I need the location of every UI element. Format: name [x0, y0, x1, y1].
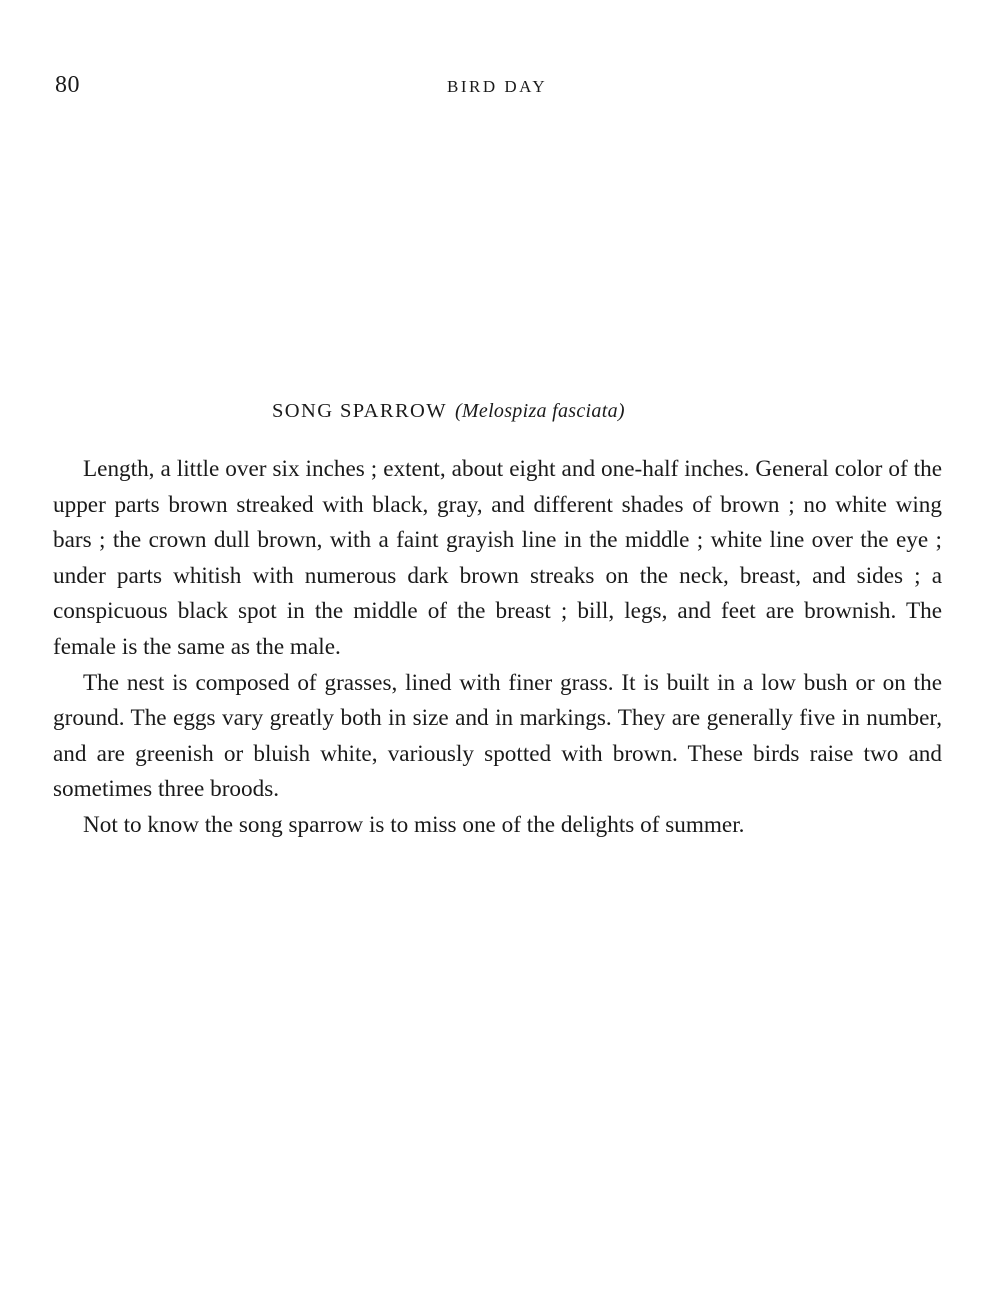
running-title: BIRD DAY: [447, 77, 548, 96]
running-head: [55, 72, 940, 102]
page-number: 80: [55, 72, 80, 98]
section-title: SONG SPARROW: [272, 400, 447, 422]
section-heading: [0, 400, 992, 423]
body-text: [53, 452, 942, 844]
paragraph-nest: The nest is composed of grasses, lined with finer grass. It is built in a low bush or on the ground. The eggs vary greatly both in size and in markings. They are generally five in number, and are greenish or bluish white, variously spotted with brown. These birds raise two and sometimes three broods.: [53, 669, 942, 803]
scientific-name: (Melospiza fasciata): [454, 400, 625, 422]
paragraph-description: Length, a little over six inches ; extent, about eight and one-half inches. General color of the upper parts brown streaked with black, gray, and different shades of brown ; no white wing bars ; the crown dull brown, with a faint grayish line in the middle ; white line over the eye ; under parts whitish with numerous dark brown streaks on the neck, breast, and sides ; a conspicuous black spot in the middle of the breast ; bill, legs, and feet are brownish. The female is the same as the male.: [53, 456, 942, 660]
paragraph-closing: Not to know the song sparrow is to miss one of the delights of summer.: [83, 811, 745, 838]
